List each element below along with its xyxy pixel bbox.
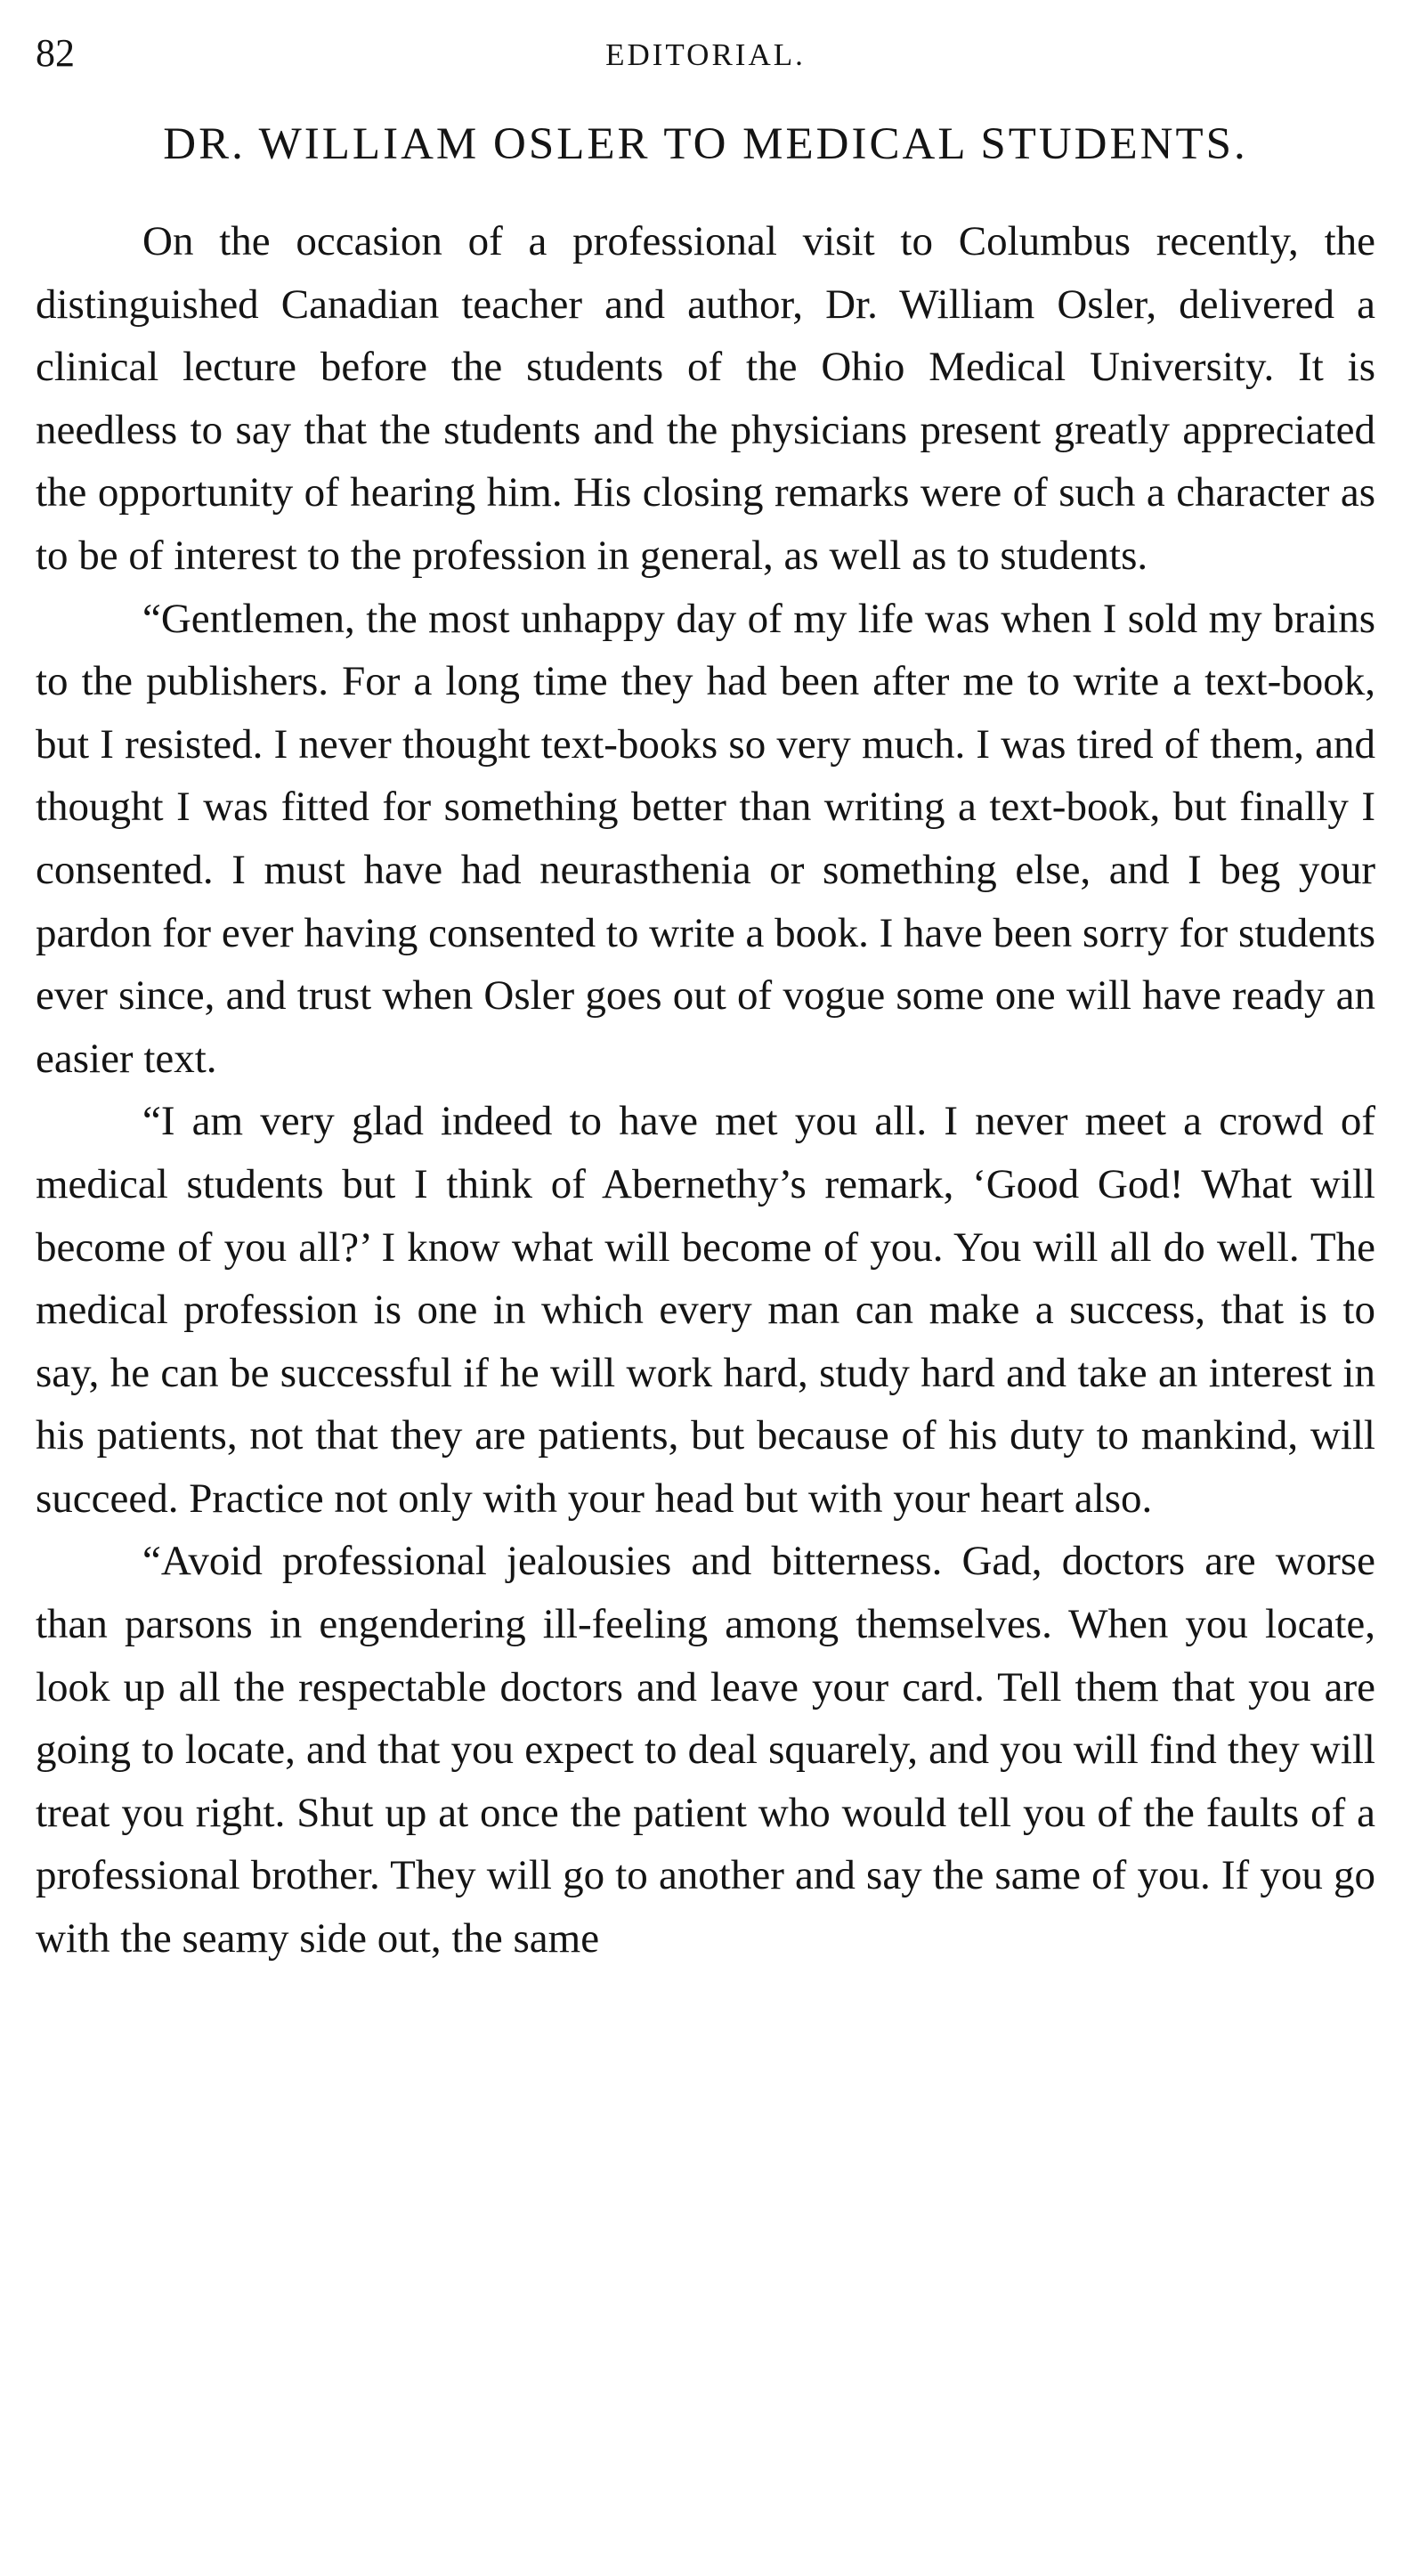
paragraph: “I am very glad indeed to have met you all. I never meet a crowd of medical students but I think of Abernethy’s remark, ‘Good God! What will become of you all?’ I know what will become of you. You will all do well. The medical profession is one in which every man can make a success, that is to say, he can be successful if he will work hard, study hard and take an interest in his patients, not that they are patients, but because of his duty to mankind, will succeed. Practice not only with your head but with your heart also.: [36, 1098, 1375, 1522]
running-head: [36, 27, 1375, 82]
document-page: [36, 27, 1375, 1971]
paragraph: “Gentlemen, the most unhappy day of my life was when I sold my brains to the publishers. For a long time they had been after me to write a text-book, but I resisted. I never thought text-books so very much. I was tired of them, and thought I was fitted for something better than writing a text-book, but finally I consented. I must have had neurasthenia or something else, and I beg your pardon for ever having consented to write a book. I have been sorry for students ever since, and trust when Osler goes out of vogue some one will have ready an easier text.: [36, 595, 1375, 1082]
paragraph: “Avoid professional jealousies and bitterness. Gad, doctors are worse than parsons in engendering ill-feeling among themselves. When you locate, look up all the respectable doctors and leave your card. Tell them that you are going to locate, and that you expect to deal squarely, and you will find they will treat you right. Shut up at once the patient who would tell you of the faults of a professional brother. They will go to another and say the same of you. If you go with the seamy side out, the same: [36, 1538, 1375, 1962]
paragraph: On the occasion of a professional visit to Columbus recently, the distinguished Canadian teacher and author, Dr. William Osler, delivered a clinical lecture before the students of the Ohio Medical University. It is needless to say that the students and the physicians present greatly appreciated the opportunity of hearing him. His closing remarks were of such a character as to be of interest to the profession in general, as well as to students.: [36, 218, 1375, 579]
article-body: [36, 210, 1375, 1971]
section-label: EDITORIAL.: [605, 37, 806, 72]
article-title: DR. WILLIAM OSLER TO MEDICAL STUDENTS.: [163, 119, 1248, 169]
page-number: 82: [36, 31, 75, 75]
